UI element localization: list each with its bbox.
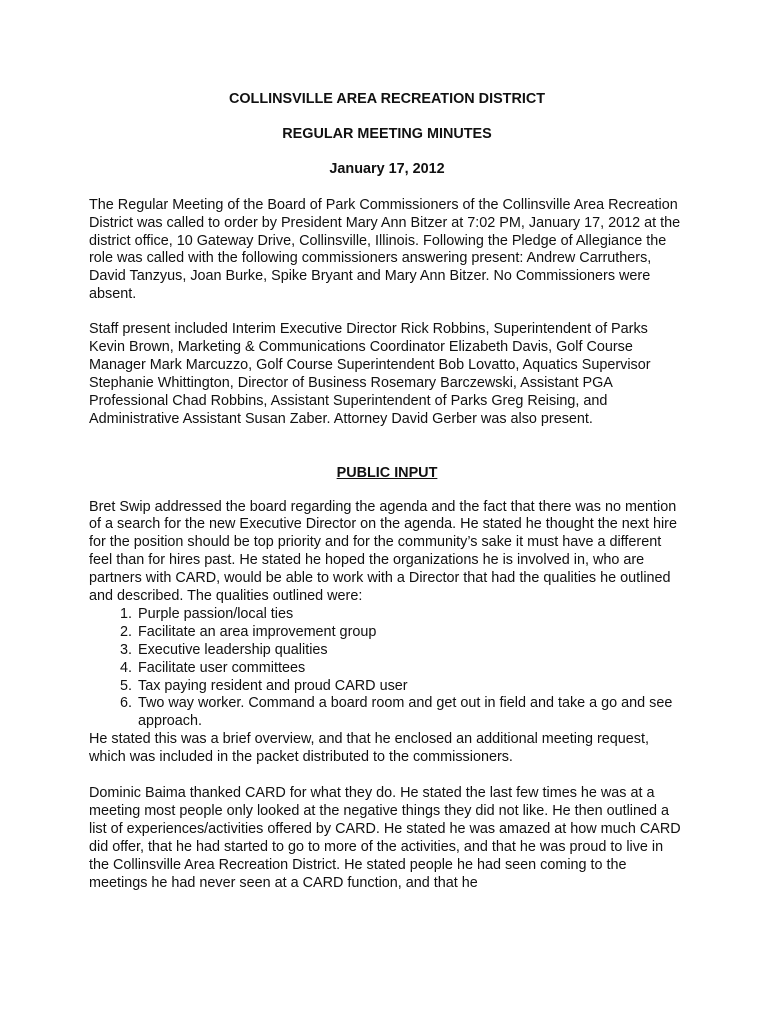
staff-paragraph: Staff present included Interim Executive Director Rick Robbins, Superintendent of Parks Kevin Brown, Marketing & Communications Coordinator Elizabeth Davis, Golf Course Manager Mark Marcuzzo, Golf Course Superintendent Bob Lovatto, Aquatics Supervisor Stephanie Whittington, Director of Business Rosemary Barczewski, Assistant PGA Professional Chad Robbins, Assistant Superintendent of Parks Greg Reising, and Administrative Assistant Susan Zaber. Attorney David Gerber was also present. [89, 321, 651, 427]
swip-intro-paragraph: Bret Swip addressed the board regarding the agenda and the fact that there was no mention of a search for the new Executive Director on the agenda. He stated he thought the next hire for the position should be top priority and for the community’s sake it must have a different feel than for hires past. He stated he hoped the organizations he is involved in, who are partners with CARD, would be able to work with a Director that had the qualities he outlined and described. The qualities outlined were: [89, 498, 677, 605]
list-item: 4. Facilitate user committees [136, 660, 685, 678]
list-item: 3. Executive leadership qualities [136, 642, 685, 660]
document-title: REGULAR MEETING MINUTES [282, 125, 492, 142]
list-item: 5. Tax paying resident and proud CARD user [136, 678, 685, 696]
document-page [89, 91, 685, 910]
meeting-date: January 17, 2012 [329, 160, 445, 177]
organization-title: COLLINSVILLE AREA RECREATION DISTRICT [228, 91, 546, 107]
baima-paragraph: Dominic Baima thanked CARD for what they do. He stated the last few times he was at a meeting most people only looked at the negative things they did not like. He then outlined a list of experiences/activities offered by CARD. He stated he was amazed at how much CARD did offer, that he had started to go to more of the activities, and that he was proud to live in the Collinsville Area Recreation District. He stated people he had seen coming to the meetings he had never seen at a CARD function, and that he [89, 785, 681, 891]
list-item: 6. Two way worker. Command a board room and get out in field and take a go and see approach. [136, 695, 685, 731]
qualities-list [89, 606, 685, 731]
list-item: 1. Purple passion/local ties [136, 606, 685, 624]
opening-paragraph: The Regular Meeting of the Board of Park Commissioners of the Collinsville Area Recreation District was called to order by President Mary Ann Bitzer at 7:02 PM, January 17, 2012 at the district office, 10 Gateway Drive, Collinsville, Illinois. Following the Pledge of Allegiance the role was called with the following commissioners answering present: Andrew Carruthers, David Tanzyus, Joan Burke, Spike Bryant and Mary Ann Bitzer. No Commissioners were absent. [89, 196, 681, 303]
swip-outro-paragraph: He stated this was a brief overview, and that he enclosed an additional meeting request, which was included in the packet distributed to the commissioners. [89, 731, 649, 766]
list-item: 2. Facilitate an area improvement group [136, 624, 685, 642]
public-input-heading: PUBLIC INPUT [336, 464, 438, 481]
